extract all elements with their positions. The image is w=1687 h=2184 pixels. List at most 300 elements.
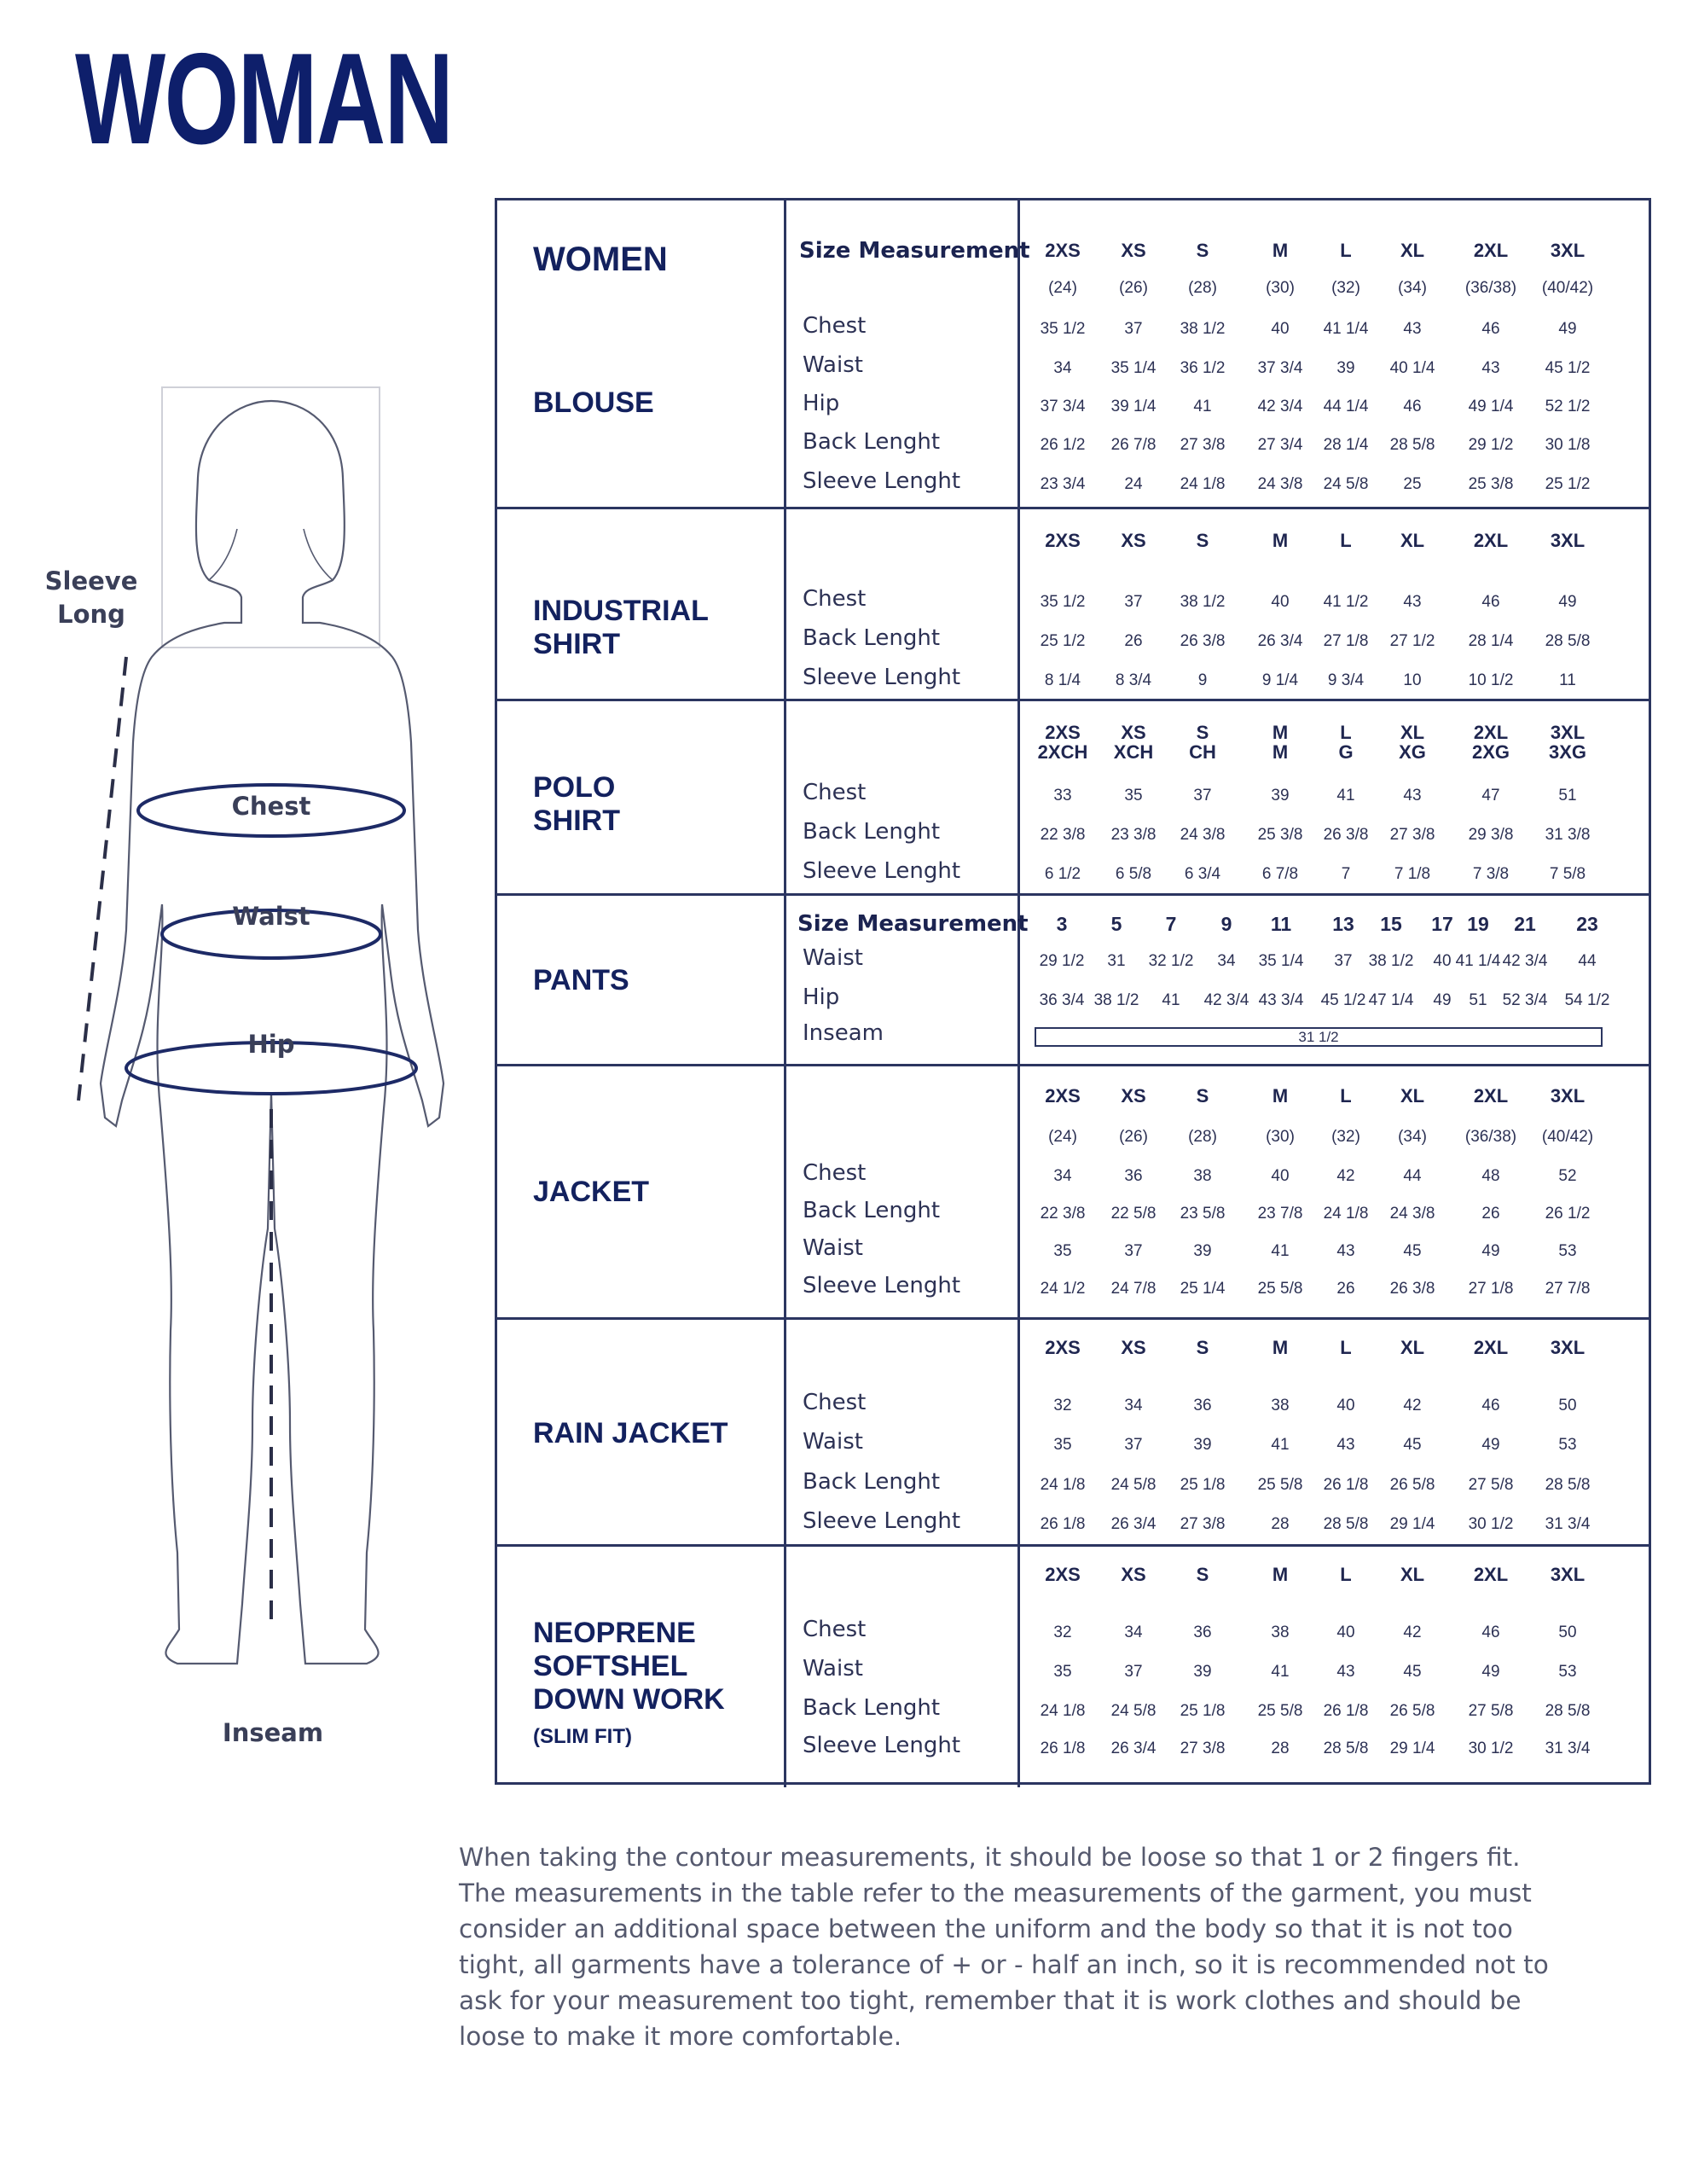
size-header-cell: 3XL [1550,1085,1586,1107]
size-header-cell: L [1340,722,1352,743]
size-table [495,198,1651,1785]
row-label: Waist [803,1235,863,1261]
value-cell: 26 1/2 [1545,1205,1591,1223]
size-header-cell: S [1196,530,1209,551]
value-cell: 24 5/8 [1110,1476,1157,1494]
value-cell: 40 [1336,1397,1355,1414]
value-cell: 7 [1341,865,1351,883]
size-header-cell: L [1340,1085,1352,1107]
value-cell: 30 1/2 [1468,1740,1514,1757]
value-cell: 26 5/8 [1389,1476,1435,1494]
size-header-cell: M [1272,722,1289,743]
size-header-cell: (40/42) [1541,279,1594,297]
value-cell: 23 7/8 [1257,1205,1303,1223]
size-header-cell: XL [1400,722,1425,743]
value-cell: 36 3/4 [1039,991,1085,1009]
size-header-cell: (26) [1119,1128,1148,1146]
value-cell: 35 1/4 [1258,952,1304,970]
value-cell: 45 1/2 [1320,991,1366,1009]
row-label: Chest [803,1160,867,1186]
value-cell: 25 1/2 [1545,475,1591,493]
size-header-cell: 2XS [1045,240,1081,261]
value-cell: 24 1/8 [1323,1205,1369,1223]
value-cell: 37 3/4 [1257,359,1303,377]
size-header-cell: L [1340,530,1352,551]
size-header-cell: (40/42) [1541,1128,1594,1146]
value-cell: 30 1/8 [1545,436,1591,454]
size-header-cell: XG [1399,741,1426,763]
value-cell: 42 [1336,1167,1355,1185]
row-label: Sleeve Lenght [803,665,961,690]
value-cell: 25 1/4 [1180,1280,1226,1298]
size-header-cell: L [1340,1337,1352,1358]
value-cell: 31 [1107,952,1126,970]
value-cell: 35 [1124,787,1143,804]
value-cell: 27 5/8 [1468,1702,1514,1720]
column-divider [784,1066,786,1317]
row-label: Back Lenght [803,1198,941,1223]
row-label: Sleeve Lenght [803,1508,961,1534]
size-header-cell: (30) [1266,279,1295,297]
value-cell: 42 [1403,1397,1422,1414]
size-header-cell: M [1272,1085,1289,1107]
value-cell: 27 3/8 [1180,1740,1226,1757]
value-cell: 25 1/8 [1180,1476,1226,1494]
value-cell: 49 [1481,1663,1500,1681]
value-cell: 50 [1558,1623,1577,1641]
footnote-line-2: The measurements in the table refer to the measurements of the garment, you must consider an additional space between the uniform and the body so that it is not too tight, all garments have a tolerance of + or - half an inch, so it is recommended not to ask for your measurement too tight, remember that it is work clothes and should be loose to make it more comfortable. [459,1879,1549,2051]
size-header-cell: XCH [1113,741,1154,763]
value-cell: 25 1/8 [1180,1702,1226,1720]
size-header-cell: M [1272,1564,1289,1585]
value-cell: 24 5/8 [1110,1702,1157,1720]
value-cell: 22 5/8 [1110,1205,1157,1223]
value-cell: 39 [1336,359,1355,377]
size-header-cell: M [1272,741,1289,763]
value-cell: 53 [1558,1242,1577,1260]
value-cell: 34 [1124,1623,1143,1641]
size-header-cell: G [1338,741,1354,763]
value-cell: 26 1/8 [1323,1702,1369,1720]
value-cell: 41 1/4 [1323,320,1369,338]
table-title: WOMEN [533,241,668,278]
value-cell: 25 1/2 [1040,632,1086,650]
row-label: Waist [803,1429,863,1455]
table-section [497,1066,1649,1320]
value-cell: 51 [1469,991,1487,1009]
row-label: Hip [803,985,840,1010]
value-cell: 39 [1271,787,1290,804]
value-cell: 38 1/2 [1180,593,1226,611]
value-cell: 41 [1193,398,1212,415]
size-header-cell: 2XL [1473,530,1509,551]
value-cell: 44 [1578,952,1597,970]
value-cell: 36 [1193,1397,1212,1414]
row-label: Back Lenght [803,819,941,845]
value-cell: 39 [1193,1663,1212,1681]
size-header-cell: S [1196,1085,1209,1107]
size-header-cell: 17 [1431,913,1453,935]
value-cell: 10 [1403,671,1422,689]
value-cell: 43 [1403,787,1422,804]
table-section [497,701,1649,896]
value-cell: 24 1/2 [1040,1280,1086,1298]
value-cell: 9 3/4 [1327,671,1365,689]
value-cell: 41 1/2 [1323,593,1369,611]
row-label: Sleeve Lenght [803,1273,961,1298]
row-label: Sleeve Lenght [803,468,961,494]
value-cell: 27 1/8 [1468,1280,1514,1298]
size-header-cell: XL [1400,240,1425,261]
table-section [497,1547,1649,1787]
value-cell: 28 5/8 [1389,436,1435,454]
size-header-cell: 2XG [1471,741,1510,763]
group-name: JACKET [533,1176,650,1208]
value-cell: 40 [1336,1623,1355,1641]
value-cell: 25 5/8 [1257,1280,1303,1298]
body-figure [34,375,461,1757]
value-cell: 49 [1481,1436,1500,1454]
size-header-cell: L [1340,240,1352,261]
value-cell: 24 7/8 [1110,1280,1157,1298]
column-divider [784,896,786,1064]
value-cell: 43 [1336,1663,1355,1681]
size-header-cell: XS [1121,1337,1146,1358]
value-cell: 31 3/4 [1545,1515,1591,1533]
value-cell: 28 5/8 [1545,1702,1591,1720]
size-header-cell: (24) [1048,1128,1077,1146]
group-name: INDUSTRIAL SHIRT [533,595,709,660]
value-cell: 27 3/4 [1257,436,1303,454]
size-header-cell: 2XL [1473,1337,1509,1358]
value-cell: 7 3/8 [1472,865,1510,883]
value-cell: 47 [1481,787,1500,804]
value-cell: 49 [1558,320,1577,338]
size-header-cell: (26) [1119,279,1148,297]
value-cell: 27 3/8 [1180,1515,1226,1533]
value-cell: 54 1/2 [1564,991,1610,1009]
size-header-cell: 15 [1380,913,1402,935]
value-cell: 27 1/8 [1323,632,1369,650]
value-cell: 24 3/8 [1180,826,1226,844]
value-cell: 22 3/8 [1040,826,1086,844]
column-divider [784,1547,786,1787]
value-cell: 52 3/4 [1502,991,1548,1009]
value-cell: 27 3/8 [1389,826,1435,844]
value-cell: 37 [1124,593,1143,611]
value-cell: 37 [1124,1242,1143,1260]
value-cell: 35 [1053,1242,1072,1260]
value-cell: 39 1/4 [1110,398,1157,415]
table-section [497,896,1649,1066]
size-header-cell: CH [1189,741,1216,763]
value-cell: 36 [1124,1167,1143,1185]
size-header-cell: 3 [1056,913,1068,935]
value-cell: 28 5/8 [1323,1515,1369,1533]
size-header-cell: XL [1400,1564,1425,1585]
column-divider [1017,701,1020,893]
value-cell: 24 [1124,475,1143,493]
value-cell: 26 [1336,1280,1355,1298]
size-header-cell: 13 [1332,913,1354,935]
column-divider [1017,1320,1020,1544]
size-header-cell: (30) [1266,1128,1295,1146]
value-cell: 35 [1053,1663,1072,1681]
group-name: RAIN JACKET [533,1417,728,1449]
row-label: Sleeve Lenght [803,1733,961,1758]
value-cell: 35 [1053,1436,1072,1454]
size-header-cell: (24) [1048,279,1077,297]
value-cell: 34 [1053,1167,1072,1185]
value-cell: 34 [1124,1397,1143,1414]
value-cell: 26 [1124,632,1143,650]
value-cell: 38 [1193,1167,1212,1185]
value-cell: 28 [1271,1740,1290,1757]
value-cell: 27 1/2 [1389,632,1435,650]
value-cell: 26 5/8 [1389,1702,1435,1720]
size-header-cell: 3XL [1550,1337,1586,1358]
row-label: Chest [803,1390,867,1415]
label-waist: Waist [232,902,310,931]
value-cell: 53 [1558,1663,1577,1681]
value-cell: 37 [1124,1663,1143,1681]
group-name: PANTS [533,964,629,996]
value-cell: 6 7/8 [1261,865,1299,883]
size-header-cell: 23 [1576,913,1598,935]
value-cell: 46 [1481,593,1500,611]
value-cell: 28 5/8 [1323,1740,1369,1757]
value-cell: 28 1/4 [1323,436,1369,454]
row-label: Chest [803,586,867,612]
value-cell: 22 3/8 [1040,1205,1086,1223]
row-label: Back Lenght [803,1695,941,1721]
value-cell: 41 [1162,991,1180,1009]
size-header-cell: M [1272,1337,1289,1358]
value-cell: 26 3/8 [1323,826,1369,844]
value-cell: 7 5/8 [1549,865,1586,883]
value-cell: 26 1/8 [1323,1476,1369,1494]
value-cell: 26 1/2 [1040,436,1086,454]
value-cell: 28 5/8 [1545,1476,1591,1494]
value-cell: 42 3/4 [1257,398,1303,415]
value-cell: 33 [1053,787,1072,804]
value-cell: 11 [1559,671,1576,689]
value-cell: 23 5/8 [1180,1205,1226,1223]
value-cell: 43 3/4 [1258,991,1304,1009]
row-label: Chest [803,1617,867,1642]
size-header-cell: 9 [1220,913,1232,935]
size-header-cell: (28) [1188,1128,1217,1146]
value-cell: 6 3/4 [1184,865,1221,883]
value-cell: 51 [1558,787,1577,804]
label-inseam: Inseam [222,1718,324,1747]
value-cell: 39 [1193,1242,1212,1260]
value-cell: 26 1/8 [1040,1515,1086,1533]
value-cell: 41 [1271,1663,1290,1681]
value-cell: 26 3/4 [1110,1515,1157,1533]
value-cell: 52 1/2 [1545,398,1591,415]
row-label: Waist [803,945,863,971]
size-header-cell: 2XS [1045,1085,1081,1107]
value-cell: 28 5/8 [1545,632,1591,650]
value-cell: 37 [1124,1436,1143,1454]
row-label: Back Lenght [803,1469,941,1495]
size-header-cell: XL [1400,1337,1425,1358]
value-cell: 30 1/2 [1468,1515,1514,1533]
row-label: Back Lenght [803,625,941,651]
value-cell: 29 1/4 [1389,1515,1435,1533]
column-divider [1017,509,1020,699]
column-divider [784,1320,786,1544]
value-cell: 43 [1403,320,1422,338]
value-cell: 53 [1558,1436,1577,1454]
group-name: POLO SHIRT [533,771,620,837]
size-header-cell: 3XL [1550,722,1586,743]
value-cell: 46 [1481,1397,1500,1414]
value-cell: 26 [1481,1205,1500,1223]
value-cell: 38 [1271,1397,1290,1414]
value-cell: 45 1/2 [1545,359,1591,377]
value-cell: 49 [1558,593,1577,611]
size-header-cell: S [1196,1337,1209,1358]
row-label: Waist [803,1656,863,1682]
value-cell: 40 [1433,952,1452,970]
value-cell: 50 [1558,1397,1577,1414]
size-header-cell: S [1196,722,1209,743]
value-cell: 40 [1271,593,1290,611]
value-cell: 32 [1053,1623,1072,1641]
value-cell: 29 1/2 [1468,436,1514,454]
size-measurement-label: Size Measurement [799,238,1030,264]
value-cell: 8 3/4 [1115,671,1152,689]
value-cell: 26 1/8 [1040,1740,1086,1757]
size-header-cell: 5 [1110,913,1122,935]
value-cell: 46 [1403,398,1422,415]
page-title: WOMAN [75,26,453,171]
value-cell: 45 [1403,1663,1422,1681]
row-label: Sleeve Lenght [803,858,961,884]
value-cell: 42 3/4 [1502,952,1548,970]
value-cell: 28 [1271,1515,1290,1533]
value-cell: 9 1/4 [1261,671,1299,689]
value-cell: 42 3/4 [1203,991,1249,1009]
value-cell: 28 1/4 [1468,632,1514,650]
size-header-cell: XS [1121,722,1146,743]
footnote-line-1: When taking the contour measurements, it should be loose so that 1 or 2 fingers fit. [459,1843,1521,1872]
row-label: Back Lenght [803,429,941,455]
value-cell: 24 1/8 [1040,1476,1086,1494]
size-header-cell: 19 [1467,913,1489,935]
value-cell: 24 1/8 [1180,475,1226,493]
value-cell: 24 3/8 [1389,1205,1435,1223]
size-header-cell: 2XS [1045,1337,1081,1358]
column-divider [1017,1547,1020,1787]
value-cell: 29 1/4 [1389,1740,1435,1757]
inseam-value-cell: 31 1/2 [1035,1027,1603,1047]
size-header-cell: L [1340,1564,1352,1585]
value-cell: 45 [1403,1436,1422,1454]
value-cell: 25 3/8 [1468,475,1514,493]
value-cell: 43 [1336,1436,1355,1454]
column-divider [1017,1066,1020,1317]
value-cell: 35 1/2 [1040,320,1086,338]
size-header-cell: XS [1121,1564,1146,1585]
value-cell: 6 1/2 [1044,865,1081,883]
value-cell: 45 [1403,1242,1422,1260]
value-cell: 49 1/4 [1468,398,1514,415]
value-cell: 40 [1271,320,1290,338]
row-label: Chest [803,780,867,805]
size-header-cell: M [1272,240,1289,261]
value-cell: 43 [1403,593,1422,611]
value-cell: 35 1/4 [1110,359,1157,377]
value-cell: 26 7/8 [1110,436,1157,454]
group-name: BLOUSE [533,386,654,419]
size-measurement-label: Size Measurement [797,911,1029,937]
value-cell: 32 1/2 [1148,952,1194,970]
size-header-cell: XL [1400,530,1425,551]
size-header-cell: (32) [1331,1128,1360,1146]
value-cell: 25 5/8 [1257,1702,1303,1720]
value-cell: 35 1/2 [1040,593,1086,611]
value-cell: 49 [1433,991,1452,1009]
value-cell: 26 3/8 [1389,1280,1435,1298]
size-header-cell: 2XS [1045,1564,1081,1585]
value-cell: 34 [1053,359,1072,377]
value-cell: 25 5/8 [1257,1476,1303,1494]
value-cell: 36 [1193,1623,1212,1641]
value-cell: 49 [1481,1242,1500,1260]
value-cell: 44 1/4 [1323,398,1369,415]
row-label: Chest [803,313,867,339]
value-cell: 24 3/8 [1257,475,1303,493]
size-header-cell: 21 [1514,913,1536,935]
value-cell: 46 [1481,1623,1500,1641]
size-header-cell: M [1272,530,1289,551]
value-cell: 41 [1271,1242,1290,1260]
value-cell: 26 3/4 [1257,632,1303,650]
value-cell: 8 1/4 [1044,671,1081,689]
value-cell: 23 3/4 [1040,475,1086,493]
size-header-cell: 2XL [1473,240,1509,261]
value-cell: 37 [1193,787,1212,804]
value-cell: 31 3/4 [1545,1740,1591,1757]
value-cell: 34 [1217,952,1236,970]
size-header-cell: (36/38) [1464,1128,1517,1146]
value-cell: 37 [1124,320,1143,338]
value-cell: 41 [1336,787,1355,804]
size-header-cell: 3XL [1550,1564,1586,1585]
size-header-cell: 11 [1270,913,1292,935]
size-header-cell: S [1196,1564,1209,1585]
size-header-cell: XS [1121,530,1146,551]
value-cell: 47 1/4 [1368,991,1414,1009]
size-header-cell: 2XS [1045,530,1081,551]
size-header-cell: S [1196,240,1209,261]
value-cell: 46 [1481,320,1500,338]
size-header-cell: (36/38) [1464,279,1517,297]
value-cell: 27 5/8 [1468,1476,1514,1494]
group-subname: (SLIM FIT) [533,1725,632,1748]
size-header-cell: 2XS [1045,722,1081,743]
value-cell: 43 [1336,1242,1355,1260]
value-cell: 25 3/8 [1257,826,1303,844]
row-label: Hip [803,391,840,416]
column-divider [784,701,786,893]
size-header-cell: 3XL [1550,530,1586,551]
value-cell: 44 [1403,1167,1422,1185]
value-cell: 24 1/8 [1040,1702,1086,1720]
